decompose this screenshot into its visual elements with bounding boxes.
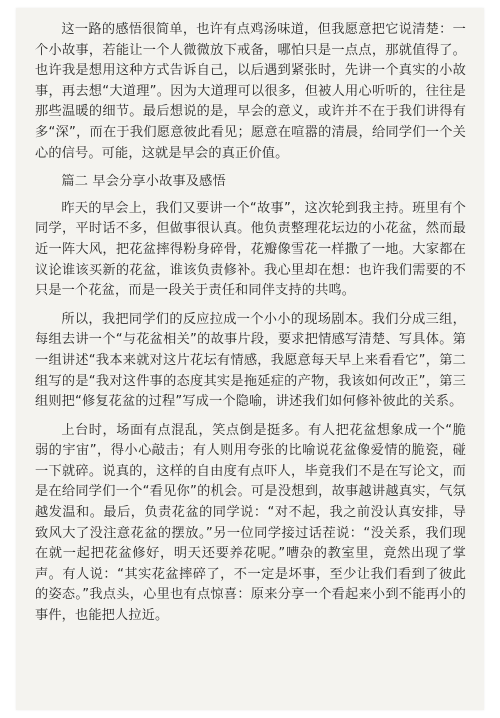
intro-paragraph: 这一路的感悟很简单，也许有点鸡汤味道，但我愿意把它说清楚：一个小故事，若能让一个人微微放下戒备，哪怕只是一点点，那就值得了。也许我是想用这种方式告诉自己，以后遇到紧张时，先讲一个真实的小故事，再去想“大道理”。因为大道理可以很多，但被人用心听听的，往往是那些温暖的细节。最后想说的是，早会的意义，或许并不在于我们讲得有多“深”，而在于我们愿意彼此看见；愿意在喧嚣的清晨，给同学们一个关心的信号。可能，这就是早会的真正价值。 (35, 22, 466, 161)
body-paragraph-2: 所以，我把同学们的反应拉成一个小小的现场剧本。我们分成三组，每组去讲一个“与花盆相关”的故事片段，要求把情感写清楚、写具体。第一组讲述“我本来就对这片花坛有情感，我愿意每天早上来看看它”，第二组写的是“我对这件事的态度其实是拖延症的产物，我该如何改正”，第三组则把“修复花盆的过程”写成一个隐喻，讲述我们如何修补彼此的关系。 (35, 311, 466, 410)
document-body (35, 20, 466, 627)
paragraph-spacer (35, 164, 466, 172)
document-page (16, 8, 484, 710)
body-paragraph-1: 昨天的早会上，我们又要讲一个“故事”，这次轮到我主持。班里有个同学，平时话不多，但做事很认真。他负责整理花坛边的小花盆，然而最近一阵大风，把花盆摔得粉身碎骨，花瓣像雪花一样撒了一地。大家都在议论谁该买新的花盆，谁该负责修补。我心里却在想：也许我们需要的不只是一个花盆，而是一段关于责任和同伴支持的共鸣。 (35, 200, 466, 299)
section-heading: 篇二 早会分享小故事及感悟 (61, 174, 226, 190)
paragraph-spacer (35, 413, 466, 421)
body-paragraph-3: 上台时，场面有点混乱，笑点倒是挺多。有人把花盆想象成一个“脆弱的宇宙”，得小心敲击；有人则用夸张的比喻说花盆像爱情的脆瓷，碰一下就碎。说真的，这样的自由度有点吓人，毕竟我们不是在写论文，而是在给同学们一个“看见你”的机会。可是没想到，故事越讲越真实，气氛越发温和。最后，负责花盆的同学说：“对不起，我之前没认真安排，导致风大了没注意花盆的摆放。”另一位同学接过话茬说：“没关系，我们现在就一起把花盆修好，明天还要养花呢。”嘈杂的教室里，竟然出现了掌声。有人说：“其实花盆摔碎了，不一定是坏事，至少让我们看到了彼此的姿态。”我点头，心里也有点惊喜：原来分享一个看起来小到不能再小的事件，也能把人拉近。 (35, 422, 466, 624)
paragraph-spacer (35, 302, 466, 310)
